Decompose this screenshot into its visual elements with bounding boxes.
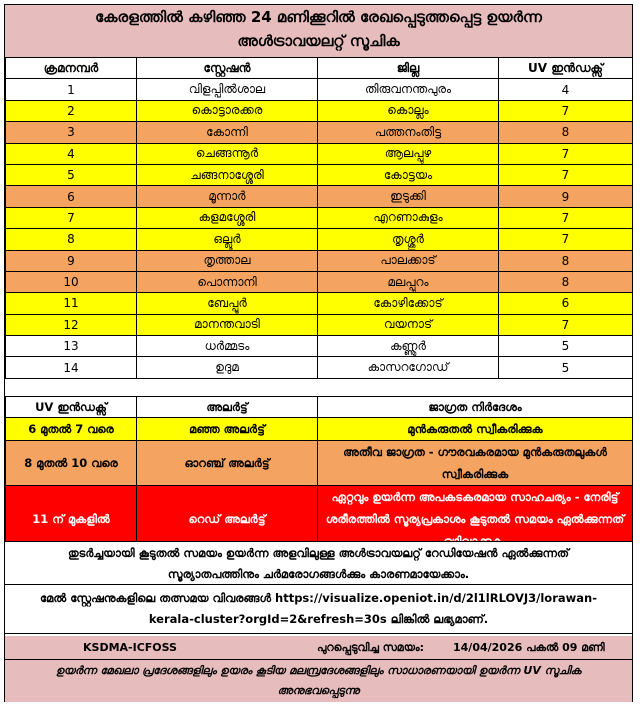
table-row [6,79,633,100]
row-uv-index: 7 [499,164,633,185]
table-row [6,143,633,164]
row-serial: 8 [6,229,137,250]
health-warning-note [5,541,632,585]
row-station: മാനന്തവാടി [137,314,318,335]
row-district: കൊല്ലം [318,100,499,121]
table-row [6,357,633,378]
row-uv-index: 7 [499,314,633,335]
legend-header-row [6,397,633,418]
row-uv-index: 7 [499,143,633,164]
legend-advice: ഏറ്റവും ഉയർന്ന അപകടകരമായ സാഹചര്യം - നേരിട്ട് ശരീരത്തിൽ സൂര്യപ്രകാശം കൂടുതൽ സമയം ഏൽക്കുന്നത് [318,486,633,553]
row-station: ധർമ്മടം [137,336,318,357]
realtime-link-note [5,588,632,634]
row-station: വിളപ്പിൽശാല [137,79,318,100]
row-uv-index: 7 [499,207,633,228]
row-serial: 2 [6,100,137,121]
row-station: കോന്നി [137,122,318,143]
row-uv-index: 4 [499,79,633,100]
row-uv-index: 7 [499,229,633,250]
table-row [6,336,633,357]
row-uv-index: 8 [499,122,633,143]
table-row [6,229,633,250]
row-uv-index: 5 [499,336,633,357]
alert-legend-table [5,396,633,553]
table-row [6,100,633,121]
table-header-row [6,58,633,79]
row-district: കോഴിക്കോട് [318,293,499,314]
published-time: 14/04/2026 പകൽ 09 മണി [453,641,605,654]
row-station: തൃത്താല [137,250,318,271]
row-district: മലപ്പുറം [318,271,499,292]
altitude-note-line-2: അനുഭവപ്പെടുന്നു [277,684,360,697]
row-serial: 4 [6,143,137,164]
row-station: ചെങ്ങന്നൂർ [137,143,318,164]
published-label: പുറപ്പെടുവിച്ച സമയം: [317,641,424,654]
header-station: സ്റ്റേഷൻ [137,58,318,79]
legend-alert: ഓറഞ്ച് അലർട്ട് [137,441,318,486]
row-uv-index: 5 [499,357,633,378]
legend-row-yellow [6,418,633,441]
row-serial: 6 [6,186,137,207]
row-district: തൃശ്ശൂർ [318,229,499,250]
legend-range: 6 മുതൽ 7 വരെ [6,418,137,441]
legend-alert: മഞ്ഞ അലർട്ട് [137,418,318,441]
legend-alert: റെഡ് അലർട്ട് [137,486,318,553]
row-serial: 10 [6,271,137,292]
footer-bar [5,636,632,660]
legend-advice: അതീവ ജാഗ്രത - ഗൗരവകരമായ മുൻകരുതലുകൾ സ്വീകരിക്കുക [318,441,633,486]
row-district: ഇടുക്കി [318,186,499,207]
row-district: വയനാട് [318,314,499,335]
table-row [6,271,633,292]
row-serial: 5 [6,164,137,185]
source-label: KSDMA-ICFOSS [83,641,177,654]
realtime-link-line-2[interactable]: kerala-cluster?orgId=2&refresh=30s ലിങ്കിൽ ലഭ്യമാണ്. [148,612,489,626]
row-district: പത്തനംതിട്ട [318,122,499,143]
realtime-link-line-1[interactable]: മേൽ സ്റ്റേഷനുകളിലെ തത്സമയ വിവരങ്ങൾ https://visualize.openiot.in/d/2l1lRLOVJ3/lorawan- [40,591,597,605]
row-district: ആലപ്പുഴ [318,143,499,164]
row-district: കണ്ണൂർ [318,336,499,357]
row-station: ചങ്ങനാശ്ശേരി [137,164,318,185]
row-uv-index: 8 [499,250,633,271]
row-uv-index: 6 [499,293,633,314]
altitude-note [5,660,632,702]
legend-header-uv: UV ഇൻഡക്സ് [6,397,137,418]
row-district: എറണാകുളം [318,207,499,228]
row-station: പൊന്നാനി [137,271,318,292]
title-line-1: കേരളത്തിൽ കഴിഞ്ഞ 24 മണിക്കൂറിൽ രേഖപ്പെടുത്തപ്പെട്ട ഉയർന്ന [95,8,542,26]
legend-header-alert: അലർട്ട് [137,397,318,418]
row-district: തിരുവനന്തപുരം [318,79,499,100]
row-serial: 9 [6,250,137,271]
table-row [6,122,633,143]
row-station: കൊട്ടാരക്കര [137,100,318,121]
row-serial: 11 [6,293,137,314]
header-uv: UV ഇൻഡക്സ് [499,58,633,79]
uv-index-table [5,57,633,379]
legend-range: 11 ന് മുകളിൽ [6,486,137,553]
legend-range: 8 മുതൽ 10 വരെ [6,441,137,486]
report-title [5,5,632,58]
title-line-2: അൾട്രാവയലറ്റ് സൂചിക [237,32,400,50]
legend-advice: മുൻകരുതൽ സ്വീകരിക്കുക [318,418,633,441]
header-district: ജില്ല [318,58,499,79]
table-row [6,207,633,228]
row-station: കളമശ്ശേരി [137,207,318,228]
table-row [6,164,633,185]
table-row [6,314,633,335]
row-serial: 12 [6,314,137,335]
row-station: മൂന്നാർ [137,186,318,207]
row-station: ഒല്ലൂർ [137,229,318,250]
row-uv-index: 8 [499,271,633,292]
row-serial: 14 [6,357,137,378]
table-row [6,250,633,271]
row-station: ഉദുമ [137,357,318,378]
legend-row-orange [6,441,633,486]
row-serial: 1 [6,79,137,100]
row-district: കോട്ടയം [318,164,499,185]
table-row [6,186,633,207]
header-serial: ക്രമനമ്പർ [6,58,137,79]
row-station: ബേപ്പൂർ [137,293,318,314]
legend-header-advice: ജാഗ്രത നിർദേശം [318,397,633,418]
table-row [6,293,633,314]
row-uv-index: 7 [499,100,633,121]
row-district: കാസറഗോഡ് [318,357,499,378]
row-uv-index: 9 [499,186,633,207]
row-serial: 3 [6,122,137,143]
health-warning-line-1: തുടർച്ചയായി കൂടുതൽ സമയം ഉയർന്ന അളവിലുള്ള അൾട്രാവയലറ്റ് റേഡിയേഷൻ ഏൽക്കുന്നത് [68,546,569,560]
uv-table-body [6,79,633,378]
health-warning-line-2: സൂര്യാതപത്തിനും ചർമരോഗങ്ങൾക്കും കാരണമായേക്കാം. [167,567,470,581]
row-serial: 7 [6,207,137,228]
row-district: പാലക്കാട് [318,250,499,271]
row-serial: 13 [6,336,137,357]
altitude-note-line-1: ഉയർന്ന മേഖലാ പ്രദേശങ്ങളിലും ഉയരം കൂടിയ മലമ്പ്രദേശങ്ങളിലും സാധാരണയായി ഉയർന്ന UV സൂചിക [55,664,582,677]
